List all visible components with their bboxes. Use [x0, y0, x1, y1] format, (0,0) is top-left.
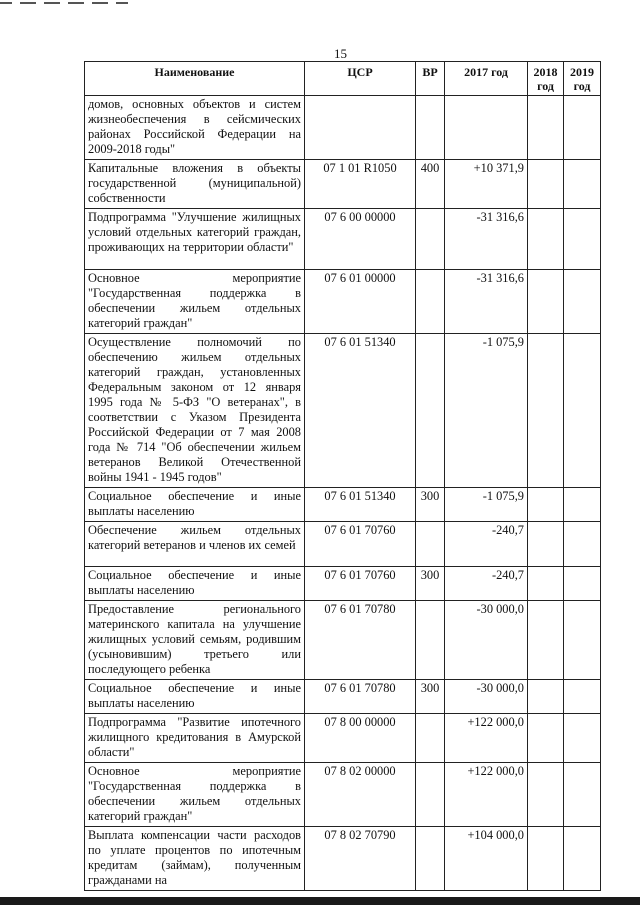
row-csr: 07 6 01 70780	[305, 680, 416, 714]
row-name: Основное мероприятие "Государственная поддержка в обеспечении жильем отдельных категорий граждан"	[85, 270, 305, 334]
table-row	[85, 827, 601, 891]
table-row	[85, 601, 601, 680]
header-2019: 2019 год	[564, 62, 601, 96]
row-2018	[528, 827, 564, 891]
row-vr	[416, 522, 445, 567]
row-2017: +10 371,9	[445, 160, 528, 209]
row-2018	[528, 270, 564, 334]
table-row	[85, 763, 601, 827]
row-2017: -240,7	[445, 522, 528, 567]
row-2019	[564, 601, 601, 680]
row-2018	[528, 209, 564, 270]
header-name: Наименование	[85, 62, 305, 96]
row-2018	[528, 714, 564, 763]
row-vr	[416, 96, 445, 160]
row-name: Социальное обеспечение и иные выплаты населению	[85, 488, 305, 522]
row-vr	[416, 209, 445, 270]
table-row	[85, 567, 601, 601]
row-csr: 07 8 00 00000	[305, 714, 416, 763]
table-header-row	[85, 62, 601, 96]
row-name: Осуществление полномочий по обеспечению жильем отдельных категорий граждан, установленных Федеральным законом от 12 января 1995 года № 5-ФЗ "О ветеранах", в соответствии с Указом Президента Российской Федерации от 7 мая 2008 года № 714 "Об обеспечении жильем ветеранов Великой Отечественной войны 1941 - 1945 годов"	[85, 334, 305, 488]
row-name: Подпрограмма "Развитие ипотечного жилищного кредитования в Амурской области"	[85, 714, 305, 763]
row-2019	[564, 96, 601, 160]
row-csr: 07 8 02 00000	[305, 763, 416, 827]
row-2019	[564, 270, 601, 334]
row-csr: 07 6 01 51340	[305, 488, 416, 522]
table-row	[85, 522, 601, 567]
row-2018	[528, 96, 564, 160]
row-vr	[416, 601, 445, 680]
row-2017: -31 316,6	[445, 209, 528, 270]
row-2018	[528, 160, 564, 209]
row-csr: 07 8 02 70790	[305, 827, 416, 891]
row-name: Предоставление регионального материнского капитала на улучшение жилищных условий семьям, родившим (усыновившим) третьего или последующего ребенка	[85, 601, 305, 680]
row-2019	[564, 567, 601, 601]
row-vr: 300	[416, 567, 445, 601]
table-row	[85, 160, 601, 209]
row-2018	[528, 522, 564, 567]
row-2019	[564, 522, 601, 567]
row-vr: 400	[416, 160, 445, 209]
row-vr	[416, 334, 445, 488]
header-2017: 2017 год	[445, 62, 528, 96]
row-name: домов, основных объектов и систем жизнеобеспечения в сейсмических районах Российской Федерации на 2009-2018 годы"	[85, 96, 305, 160]
row-vr: 300	[416, 488, 445, 522]
row-2017: -31 316,6	[445, 270, 528, 334]
row-name: Социальное обеспечение и иные выплаты населению	[85, 680, 305, 714]
row-name: Социальное обеспечение и иные выплаты населению	[85, 567, 305, 601]
row-2017: +104 000,0	[445, 827, 528, 891]
table-row	[85, 488, 601, 522]
row-csr: 07 6 01 70760	[305, 522, 416, 567]
row-2019	[564, 680, 601, 714]
row-name: Основное мероприятие "Государственная поддержка в обеспечении жильем отдельных категорий граждан"	[85, 763, 305, 827]
header-csr: ЦСР	[305, 62, 416, 96]
row-vr	[416, 827, 445, 891]
row-2019	[564, 714, 601, 763]
table-row	[85, 714, 601, 763]
budget-table	[84, 61, 601, 891]
row-2017: +122 000,0	[445, 763, 528, 827]
row-2018	[528, 680, 564, 714]
header-vr: ВР	[416, 62, 445, 96]
row-csr: 07 6 01 70780	[305, 601, 416, 680]
table-row	[85, 96, 601, 160]
row-vr: 300	[416, 680, 445, 714]
row-2017: -1 075,9	[445, 334, 528, 488]
table-row	[85, 680, 601, 714]
table-row	[85, 209, 601, 270]
scan-border-bottom	[0, 897, 640, 905]
row-name: Выплата компенсации части расходов по уплате процентов по ипотечным кредитам (займам), полученным гражданами на	[85, 827, 305, 891]
row-vr	[416, 270, 445, 334]
table-row	[85, 270, 601, 334]
row-2018	[528, 334, 564, 488]
row-csr: 07 6 00 00000	[305, 209, 416, 270]
row-2019	[564, 209, 601, 270]
row-name: Капитальные вложения в объекты государственной (муниципальной) собственности	[85, 160, 305, 209]
row-2018	[528, 601, 564, 680]
row-vr	[416, 714, 445, 763]
row-2019	[564, 334, 601, 488]
row-2019	[564, 763, 601, 827]
row-csr: 07 1 01 R1050	[305, 160, 416, 209]
row-2017: -1 075,9	[445, 488, 528, 522]
row-2018	[528, 763, 564, 827]
row-2017: -240,7	[445, 567, 528, 601]
header-2018: 2018 год	[528, 62, 564, 96]
row-2017	[445, 96, 528, 160]
row-2019	[564, 160, 601, 209]
scan-artifact-top	[0, 0, 640, 6]
row-name: Подпрограмма "Улучшение жилищных условий отдельных категорий граждан, проживающих на территории области"	[85, 209, 305, 270]
row-2019	[564, 827, 601, 891]
row-csr: 07 6 01 51340	[305, 334, 416, 488]
page-number: 15	[334, 46, 347, 61]
row-2017: +122 000,0	[445, 714, 528, 763]
row-csr	[305, 96, 416, 160]
row-2019	[564, 488, 601, 522]
row-vr	[416, 763, 445, 827]
row-csr: 07 6 01 70760	[305, 567, 416, 601]
table-row	[85, 334, 601, 488]
row-2017: -30 000,0	[445, 680, 528, 714]
row-csr: 07 6 01 00000	[305, 270, 416, 334]
row-2017: -30 000,0	[445, 601, 528, 680]
row-2018	[528, 488, 564, 522]
row-2018	[528, 567, 564, 601]
row-name: Обеспечение жильем отдельных категорий ветеранов и членов их семей	[85, 522, 305, 567]
